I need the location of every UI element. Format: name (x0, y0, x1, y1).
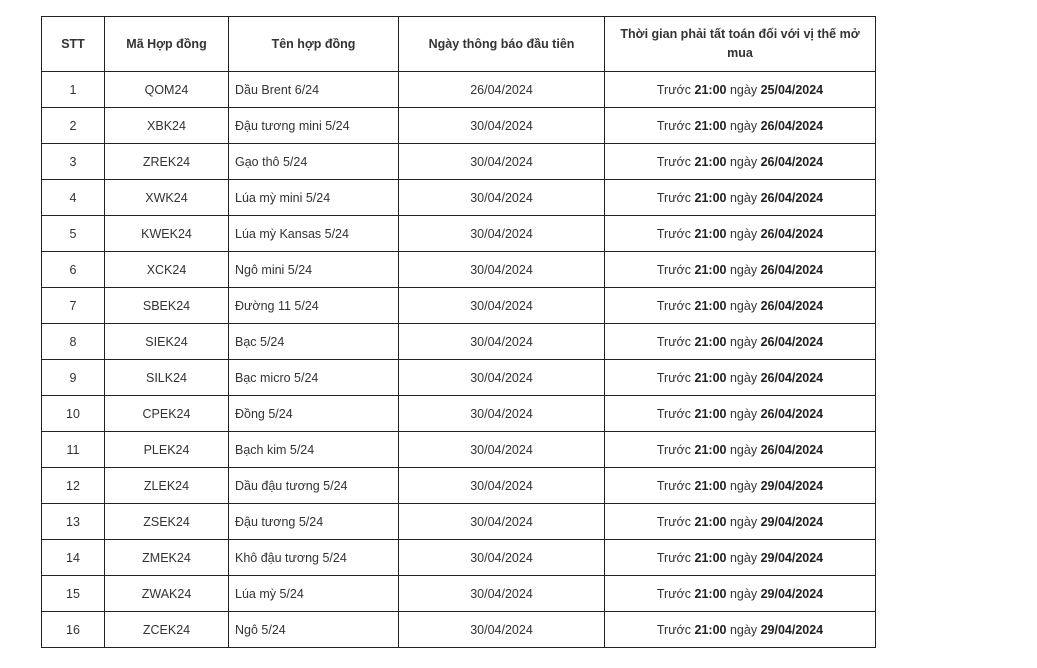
deadline-date: 26/04/2024 (760, 226, 824, 241)
cell-contract-code: ZREK24 (105, 144, 229, 180)
deadline-day-word: ngày (729, 406, 758, 421)
cell-settlement-deadline (605, 612, 876, 648)
cell-settlement-deadline (605, 180, 876, 216)
deadline-date: 26/04/2024 (760, 406, 824, 421)
table-row (42, 396, 876, 432)
deadline-time: 21:00 (694, 262, 727, 277)
cell-first-notice-date: 30/04/2024 (399, 108, 605, 144)
deadline-prefix: Trước (656, 586, 692, 601)
cell-contract-name: Ngô mini 5/24 (229, 252, 399, 288)
cell-stt: 3 (42, 144, 105, 180)
deadline-prefix: Trước (656, 154, 692, 169)
deadline-day-word: ngày (729, 334, 758, 349)
deadline-time: 21:00 (694, 154, 727, 169)
deadline-prefix: Trước (656, 118, 692, 133)
deadline-day-word: ngày (729, 478, 758, 493)
deadline-date: 29/04/2024 (760, 478, 824, 493)
cell-first-notice-date: 30/04/2024 (399, 252, 605, 288)
cell-contract-code: SBEK24 (105, 288, 229, 324)
cell-stt: 10 (42, 396, 105, 432)
cell-settlement-deadline (605, 576, 876, 612)
deadline-time: 21:00 (694, 586, 727, 601)
cell-contract-code: ZSEK24 (105, 504, 229, 540)
table-row (42, 108, 876, 144)
cell-first-notice-date: 30/04/2024 (399, 360, 605, 396)
cell-settlement-deadline (605, 216, 876, 252)
deadline-prefix: Trước (656, 334, 692, 349)
cell-first-notice-date: 30/04/2024 (399, 288, 605, 324)
cell-contract-code: XBK24 (105, 108, 229, 144)
table-row (42, 504, 876, 540)
cell-contract-name: Dầu Brent 6/24 (229, 72, 399, 108)
deadline-date: 26/04/2024 (760, 442, 824, 457)
deadline-time: 21:00 (694, 190, 727, 205)
deadline-date: 26/04/2024 (760, 298, 824, 313)
table-row (42, 72, 876, 108)
deadline-prefix: Trước (656, 406, 692, 421)
cell-contract-name: Lúa mỳ mini 5/24 (229, 180, 399, 216)
deadline-prefix: Trước (656, 82, 692, 97)
header-settlement-deadline: Thời gian phải tất toán đối với vị thế mở mua (605, 17, 876, 72)
cell-settlement-deadline (605, 396, 876, 432)
cell-settlement-deadline (605, 360, 876, 396)
deadline-time: 21:00 (694, 550, 727, 565)
cell-first-notice-date: 30/04/2024 (399, 432, 605, 468)
cell-first-notice-date: 30/04/2024 (399, 504, 605, 540)
cell-first-notice-date: 30/04/2024 (399, 144, 605, 180)
deadline-time: 21:00 (694, 118, 727, 133)
cell-contract-name: Đồng 5/24 (229, 396, 399, 432)
deadline-date: 26/04/2024 (760, 118, 824, 133)
header-contract-code: Mã Hợp đồng (105, 17, 229, 72)
cell-contract-code: ZWAK24 (105, 576, 229, 612)
deadline-prefix: Trước (656, 478, 692, 493)
deadline-date: 26/04/2024 (760, 334, 824, 349)
cell-settlement-deadline (605, 108, 876, 144)
deadline-prefix: Trước (656, 550, 692, 565)
table-row (42, 612, 876, 648)
table-row (42, 180, 876, 216)
deadline-prefix: Trước (656, 262, 692, 277)
cell-stt: 11 (42, 432, 105, 468)
cell-stt: 13 (42, 504, 105, 540)
cell-stt: 16 (42, 612, 105, 648)
deadline-date: 29/04/2024 (760, 586, 824, 601)
deadline-time: 21:00 (694, 298, 727, 313)
table-row (42, 468, 876, 504)
deadline-date: 26/04/2024 (760, 370, 824, 385)
cell-contract-name: Lúa mỳ Kansas 5/24 (229, 216, 399, 252)
deadline-prefix: Trước (656, 622, 692, 637)
deadline-day-word: ngày (729, 550, 758, 565)
cell-contract-name: Dầu đậu tương 5/24 (229, 468, 399, 504)
cell-settlement-deadline (605, 144, 876, 180)
cell-settlement-deadline (605, 72, 876, 108)
deadline-date: 29/04/2024 (760, 550, 824, 565)
deadline-time: 21:00 (694, 226, 727, 241)
deadline-prefix: Trước (656, 514, 692, 529)
table-body (42, 72, 876, 648)
table-row (42, 432, 876, 468)
cell-settlement-deadline (605, 432, 876, 468)
cell-contract-name: Lúa mỳ 5/24 (229, 576, 399, 612)
cell-first-notice-date: 30/04/2024 (399, 576, 605, 612)
cell-settlement-deadline (605, 324, 876, 360)
table-row (42, 360, 876, 396)
deadline-day-word: ngày (729, 226, 758, 241)
deadline-day-word: ngày (729, 154, 758, 169)
deadline-time: 21:00 (694, 442, 727, 457)
table-row (42, 288, 876, 324)
cell-stt: 1 (42, 72, 105, 108)
deadline-day-word: ngày (729, 514, 758, 529)
header-stt: STT (42, 17, 105, 72)
cell-contract-code: ZMEK24 (105, 540, 229, 576)
table-row (42, 576, 876, 612)
cell-contract-name: Đường 11 5/24 (229, 288, 399, 324)
deadline-date: 29/04/2024 (760, 514, 824, 529)
cell-settlement-deadline (605, 252, 876, 288)
cell-settlement-deadline (605, 504, 876, 540)
cell-contract-name: Gạo thô 5/24 (229, 144, 399, 180)
cell-stt: 4 (42, 180, 105, 216)
deadline-date: 25/04/2024 (760, 82, 824, 97)
cell-contract-name: Ngô 5/24 (229, 612, 399, 648)
cell-stt: 6 (42, 252, 105, 288)
header-first-notice-date: Ngày thông báo đầu tiên (399, 17, 605, 72)
cell-contract-name: Đậu tương 5/24 (229, 504, 399, 540)
table-row (42, 540, 876, 576)
cell-first-notice-date: 30/04/2024 (399, 540, 605, 576)
deadline-day-word: ngày (729, 370, 758, 385)
deadline-day-word: ngày (729, 82, 758, 97)
cell-first-notice-date: 26/04/2024 (399, 72, 605, 108)
cell-contract-code: XWK24 (105, 180, 229, 216)
contracts-table (41, 16, 876, 648)
deadline-prefix: Trước (656, 442, 692, 457)
deadline-prefix: Trước (656, 226, 692, 241)
deadline-date: 26/04/2024 (760, 262, 824, 277)
cell-contract-code: SILK24 (105, 360, 229, 396)
cell-contract-code: SIEK24 (105, 324, 229, 360)
deadline-day-word: ngày (729, 118, 758, 133)
deadline-date: 26/04/2024 (760, 190, 824, 205)
cell-contract-code: PLEK24 (105, 432, 229, 468)
cell-first-notice-date: 30/04/2024 (399, 324, 605, 360)
deadline-prefix: Trước (656, 190, 692, 205)
deadline-time: 21:00 (694, 370, 727, 385)
deadline-prefix: Trước (656, 298, 692, 313)
table-row (42, 216, 876, 252)
deadline-day-word: ngày (729, 298, 758, 313)
deadline-prefix: Trước (656, 370, 692, 385)
cell-contract-name: Bạch kim 5/24 (229, 432, 399, 468)
header-row (42, 17, 876, 72)
cell-stt: 5 (42, 216, 105, 252)
cell-settlement-deadline (605, 468, 876, 504)
cell-contract-name: Bạc 5/24 (229, 324, 399, 360)
cell-contract-code: XCK24 (105, 252, 229, 288)
cell-settlement-deadline (605, 288, 876, 324)
cell-stt: 8 (42, 324, 105, 360)
deadline-day-word: ngày (729, 262, 758, 277)
deadline-day-word: ngày (729, 586, 758, 601)
cell-contract-code: QOM24 (105, 72, 229, 108)
deadline-time: 21:00 (694, 622, 727, 637)
deadline-time: 21:00 (694, 406, 727, 421)
cell-first-notice-date: 30/04/2024 (399, 396, 605, 432)
cell-stt: 12 (42, 468, 105, 504)
deadline-date: 26/04/2024 (760, 154, 824, 169)
cell-contract-name: Bạc micro 5/24 (229, 360, 399, 396)
deadline-day-word: ngày (729, 190, 758, 205)
cell-first-notice-date: 30/04/2024 (399, 468, 605, 504)
table-row (42, 144, 876, 180)
header-contract-name: Tên hợp đồng (229, 17, 399, 72)
cell-stt: 2 (42, 108, 105, 144)
deadline-time: 21:00 (694, 514, 727, 529)
cell-stt: 7 (42, 288, 105, 324)
deadline-time: 21:00 (694, 478, 727, 493)
cell-contract-code: ZCEK24 (105, 612, 229, 648)
cell-first-notice-date: 30/04/2024 (399, 180, 605, 216)
cell-contract-name: Đậu tương mini 5/24 (229, 108, 399, 144)
cell-contract-code: ZLEK24 (105, 468, 229, 504)
table-row (42, 252, 876, 288)
cell-first-notice-date: 30/04/2024 (399, 216, 605, 252)
cell-stt: 15 (42, 576, 105, 612)
cell-contract-code: KWEK24 (105, 216, 229, 252)
cell-first-notice-date: 30/04/2024 (399, 612, 605, 648)
deadline-date: 29/04/2024 (760, 622, 824, 637)
cell-contract-code: CPEK24 (105, 396, 229, 432)
cell-settlement-deadline (605, 540, 876, 576)
deadline-time: 21:00 (694, 334, 727, 349)
deadline-day-word: ngày (729, 622, 758, 637)
table-row (42, 324, 876, 360)
deadline-day-word: ngày (729, 442, 758, 457)
cell-stt: 9 (42, 360, 105, 396)
cell-stt: 14 (42, 540, 105, 576)
table-header (42, 17, 876, 72)
deadline-time: 21:00 (694, 82, 727, 97)
cell-contract-name: Khô đậu tương 5/24 (229, 540, 399, 576)
